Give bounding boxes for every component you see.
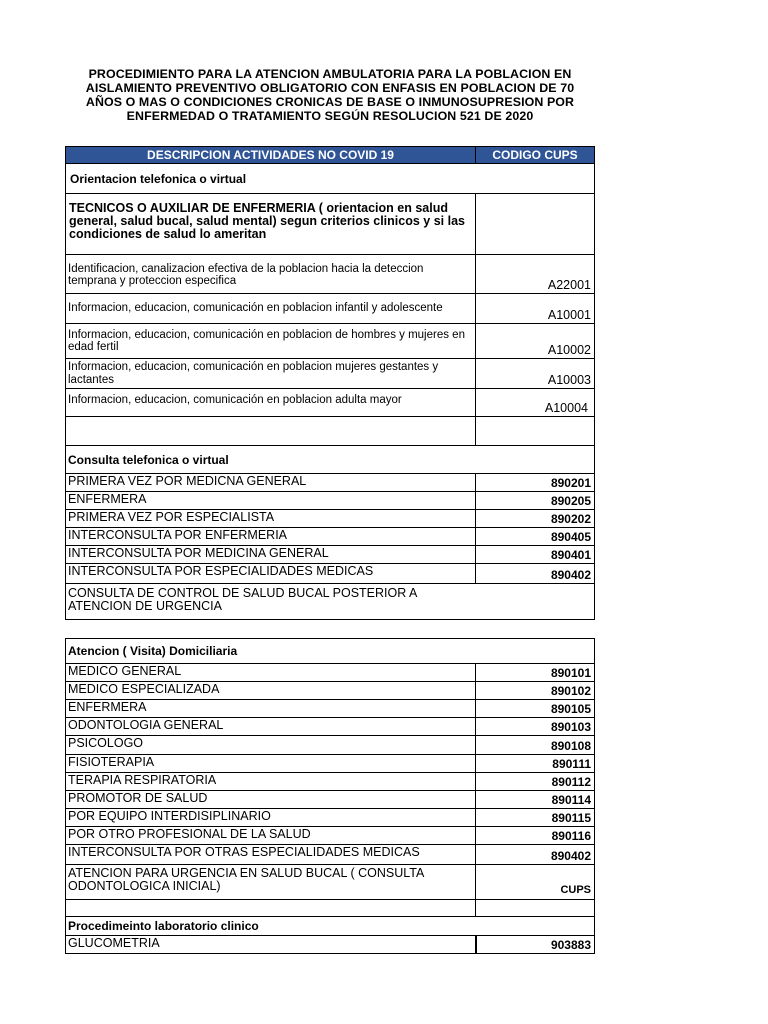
- row-code: 890401: [476, 546, 595, 563]
- empty-row: [65, 417, 595, 446]
- table-row: [65, 791, 595, 809]
- row-description: PSICOLOGO: [65, 736, 476, 754]
- row-code: A10001: [476, 294, 595, 323]
- row-description: INTERCONSULTA POR ESPECIALIDADES MEDICAS: [65, 564, 476, 583]
- header-code: CODIGO CUPS: [476, 147, 595, 163]
- table-header: [65, 146, 595, 164]
- section-title-row: [65, 446, 595, 474]
- row-code: 890108: [476, 736, 595, 754]
- title-line: AISLAMIENTO PREVENTIVO OBLIGATORIO CON ENFASIS EN POBLACION DE 70: [85, 81, 575, 95]
- empty-cell: [476, 417, 595, 445]
- row-description: POR EQUIPO INTERDISIPLINARIO: [65, 809, 476, 826]
- table-row: [65, 865, 595, 900]
- empty-cell: [65, 417, 476, 445]
- row-code: 890102: [476, 682, 595, 699]
- row-description: INTERCONSULTA POR ENFERMERIA: [65, 528, 476, 545]
- table-row: [65, 510, 595, 528]
- title-line: AÑOS O MAS O CONDICIONES CRONICAS DE BASE O INMUNOSUPRESION POR: [85, 95, 575, 109]
- row-code: 890402: [476, 845, 595, 864]
- table-row: [65, 936, 595, 954]
- row-code: 890202: [476, 510, 595, 527]
- section-title-row: [65, 164, 595, 194]
- row-code: A10004: [476, 389, 595, 416]
- header-description: DESCRIPCION ACTIVIDADES NO COVID 19: [65, 147, 476, 163]
- table-row: [65, 492, 595, 510]
- empty-row: [65, 900, 595, 917]
- row-code: 890111: [476, 755, 595, 772]
- row-description: Informacion, educacion, comunicación en poblacion infantil y adolescente: [65, 294, 476, 323]
- table-row: [65, 718, 595, 736]
- row-description: ENFERMERA: [65, 700, 476, 717]
- row-code: 890114: [476, 791, 595, 808]
- row-code: 890112: [476, 773, 595, 790]
- row-code: 903883: [476, 936, 595, 953]
- empty-cell: [65, 900, 476, 916]
- table-row: [65, 324, 595, 359]
- table-row: [65, 682, 595, 700]
- section-subtitle: TECNICOS O AUXILIAR DE ENFERMERIA ( orientacion en salud general, salud bucal, salud mental) segun criterios clinicos y si las condiciones de salud lo ameritan: [65, 194, 476, 254]
- title-line: PROCEDIMIENTO PARA LA ATENCION AMBULATORIA PARA LA POBLACION EN: [88, 67, 572, 81]
- row-description: Informacion, educacion, comunicación en poblacion mujeres gestantes y lactantes: [65, 359, 476, 388]
- row-description: PRIMERA VEZ POR MEDICNA GENERAL: [65, 474, 476, 491]
- empty-cell: [476, 900, 595, 916]
- row-code: A10003: [476, 359, 595, 388]
- section-title-row: [65, 639, 595, 664]
- table-row: [65, 546, 595, 564]
- row-code: A22001: [476, 255, 595, 293]
- table-row: [65, 736, 595, 755]
- row-description: MEDICO ESPECIALIZADA: [65, 682, 476, 699]
- row-description: MEDICO GENERAL: [65, 664, 476, 681]
- table-row: [65, 255, 595, 294]
- row-description: GLUCOMETRIA: [65, 936, 476, 953]
- row-description: ENFERMERA: [65, 492, 476, 509]
- row-description: ATENCION PARA URGENCIA EN SALUD BUCAL ( CONSULTA ODONTOLOGICA INICIAL): [65, 865, 476, 899]
- table-row: [65, 845, 595, 865]
- row-description: PRIMERA VEZ POR ESPECIALISTA: [65, 510, 476, 527]
- row-code: 890405: [476, 528, 595, 545]
- table-row: [65, 564, 595, 584]
- table-row: [65, 294, 595, 324]
- row-description: Identificacion, canalizacion efectiva de la poblacion hacia la deteccion temprana y proteccion especifica: [65, 255, 476, 293]
- row-description: Informacion, educacion, comunicación en poblacion de hombres y mujeres en edad fertil: [65, 324, 476, 358]
- row-code: CUPS: [476, 865, 595, 899]
- row-description: INTERCONSULTA POR OTRAS ESPECIALIDADES MEDICAS: [65, 845, 476, 864]
- table-row: [65, 359, 595, 389]
- row-description: PROMOTOR DE SALUD: [65, 791, 476, 808]
- right-border: [594, 584, 595, 619]
- row-code: 890103: [476, 718, 595, 735]
- title-line: ENFERMEDAD O TRATAMIENTO SEGÚN RESOLUCION 521 DE 2020: [126, 109, 534, 123]
- row-code: 890402: [476, 564, 595, 583]
- table-row: [65, 584, 595, 620]
- activities-table: [65, 0, 595, 1024]
- table-row: [65, 809, 595, 827]
- table-row: [65, 827, 595, 845]
- row-description: POR OTRO PROFESIONAL DE LA SALUD: [65, 827, 476, 844]
- table-row: [65, 474, 595, 492]
- row-code: 890101: [476, 664, 595, 681]
- section-subtitle-row: [65, 194, 595, 255]
- table-row: [65, 755, 595, 773]
- section-title: Orientacion telefonica o virtual: [65, 164, 595, 193]
- table-row: [65, 664, 595, 682]
- row-code: 890205: [476, 492, 595, 509]
- table-row: [65, 528, 595, 546]
- row-description: FISIOTERAPIA: [65, 755, 476, 772]
- section-title-row: [65, 917, 595, 936]
- row-code: 890116: [476, 827, 595, 844]
- empty-code-cell: [476, 194, 595, 254]
- table-row: [65, 700, 595, 718]
- section-title: Procedimeinto laboratorio clinico: [65, 917, 595, 935]
- section-title: Atencion ( Visita) Domiciliaria: [65, 639, 595, 663]
- row-code: 890201: [476, 474, 595, 491]
- row-code: A10002: [476, 324, 595, 358]
- row-code: 890105: [476, 700, 595, 717]
- row-description: INTERCONSULTA POR MEDICINA GENERAL: [65, 546, 476, 563]
- table-row: [65, 773, 595, 791]
- row-description: ODONTOLOGIA GENERAL: [65, 718, 476, 735]
- row-code: 890115: [476, 809, 595, 826]
- table-row: [65, 389, 595, 417]
- section-title: Consulta telefonica o virtual: [65, 446, 595, 473]
- row-description: CONSULTA DE CONTROL DE SALUD BUCAL POSTERIOR A ATENCION DE URGENCIA: [65, 584, 445, 619]
- row-description: Informacion, educacion, comunicación en poblacion adulta mayor: [65, 389, 476, 416]
- row-description: TERAPIA RESPIRATORIA: [65, 773, 476, 790]
- empty-row: [65, 620, 595, 639]
